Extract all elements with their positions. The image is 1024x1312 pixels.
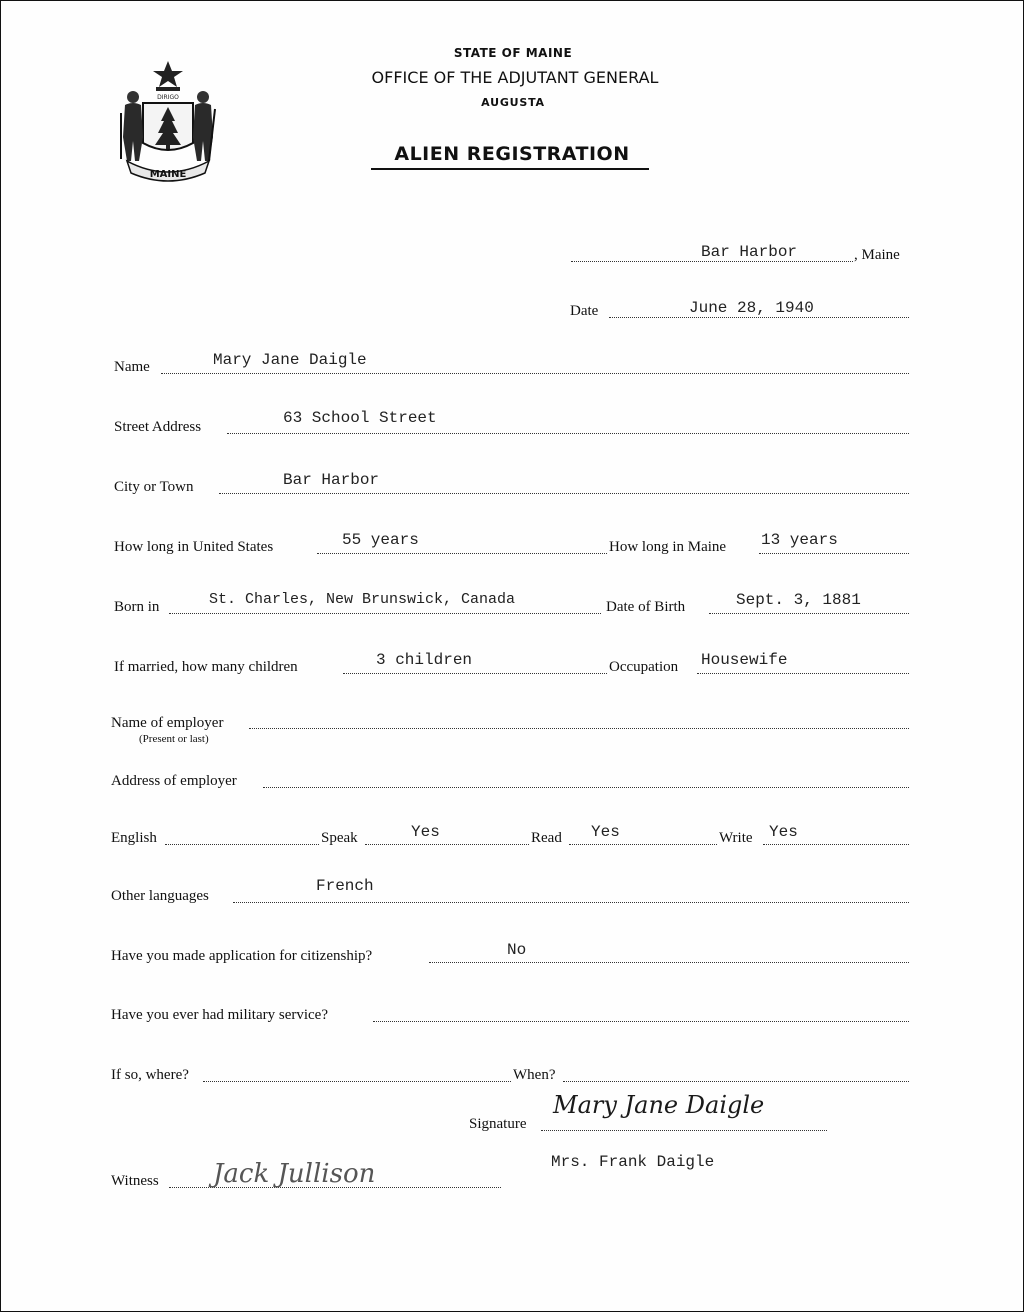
military-label: Have you ever had military service?	[111, 1007, 328, 1023]
other-languages-value: French	[316, 877, 374, 895]
read-label: Read	[531, 830, 562, 846]
citizenship-value: No	[507, 941, 527, 959]
street-value: 63 School Street	[283, 409, 437, 427]
maine-years-label: How long in Maine	[609, 539, 727, 555]
born-line	[169, 613, 601, 614]
english-line	[165, 844, 319, 845]
place-line	[571, 261, 853, 262]
date-label: Date	[570, 303, 599, 319]
other-languages-label: Other languages	[111, 888, 209, 904]
speak-value: Yes	[411, 823, 440, 841]
title-underline	[371, 168, 649, 170]
place-value: Bar Harbor	[701, 243, 798, 261]
dob-value: Sept. 3, 1881	[736, 591, 861, 609]
occupation-value: Housewife	[701, 651, 788, 669]
witness-label: Witness	[111, 1173, 159, 1189]
maine-years-value: 13 years	[761, 531, 838, 549]
write-line	[763, 844, 909, 845]
us-years-line	[317, 553, 607, 554]
name-value: Mary Jane Daigle	[213, 351, 367, 369]
citizenship-line	[429, 962, 909, 963]
maine-seal-icon	[113, 57, 223, 187]
employer-label: Name of employer	[111, 715, 224, 731]
city-label: City or Town	[114, 479, 194, 495]
city-heading: AUGUSTA	[481, 96, 545, 109]
city-value: Bar Harbor	[283, 471, 380, 489]
where-label: If so, where?	[111, 1067, 189, 1083]
employer-line	[249, 728, 909, 729]
svg-text:MAINE: MAINE	[149, 169, 187, 180]
signature-line	[541, 1130, 827, 1131]
write-value: Yes	[769, 823, 798, 841]
dob-label: Date of Birth	[606, 599, 686, 615]
employer-address-label: Address of employer	[111, 773, 237, 789]
signature-typed-name: Mrs. Frank Daigle	[551, 1153, 715, 1171]
street-line	[227, 433, 909, 434]
form-title: ALIEN REGISTRATION	[394, 143, 630, 165]
occupation-label: Occupation	[609, 659, 679, 675]
write-label: Write	[719, 830, 753, 846]
read-line	[569, 844, 717, 845]
speak-line	[365, 844, 529, 845]
signature-label: Signature	[469, 1116, 527, 1132]
children-line	[343, 673, 607, 674]
maine-years-line	[759, 553, 909, 554]
name-line	[161, 373, 909, 374]
where-line	[203, 1081, 511, 1082]
when-line	[563, 1081, 909, 1082]
read-value: Yes	[591, 823, 620, 841]
us-years-label: How long in United States	[114, 539, 274, 555]
city-line	[219, 493, 909, 494]
name-label: Name	[114, 359, 150, 375]
children-value: 3 children	[376, 651, 473, 669]
born-label: Born in	[114, 599, 160, 615]
svg-text:DIRIGO: DIRIGO	[157, 94, 179, 101]
street-label: Street Address	[114, 419, 202, 435]
english-label: English	[111, 830, 157, 846]
dob-line	[709, 613, 909, 614]
us-years-value: 55 years	[342, 531, 419, 549]
when-label: When?	[513, 1067, 556, 1083]
state-heading: STATE OF MAINE	[453, 46, 573, 60]
date-value: June 28, 1940	[689, 299, 814, 317]
employer-address-line	[263, 787, 909, 788]
born-value: St. Charles, New Brunswick, Canada	[209, 591, 516, 608]
date-line	[609, 317, 909, 318]
military-line	[373, 1021, 909, 1022]
other-languages-line	[233, 902, 909, 903]
place-suffix: , Maine	[854, 247, 900, 263]
occupation-line	[697, 673, 909, 674]
signature-handwriting: Mary Jane Daigle	[553, 1091, 765, 1119]
citizenship-label: Have you made application for citizenship?	[111, 948, 373, 964]
employer-sublabel: (Present or last)	[139, 733, 209, 745]
speak-label: Speak	[321, 830, 358, 846]
office-heading: OFFICE OF THE ADJUTANT GENERAL	[371, 68, 659, 87]
witness-handwriting: Jack Jullison	[213, 1159, 376, 1189]
children-label: If married, how many children	[114, 659, 298, 675]
